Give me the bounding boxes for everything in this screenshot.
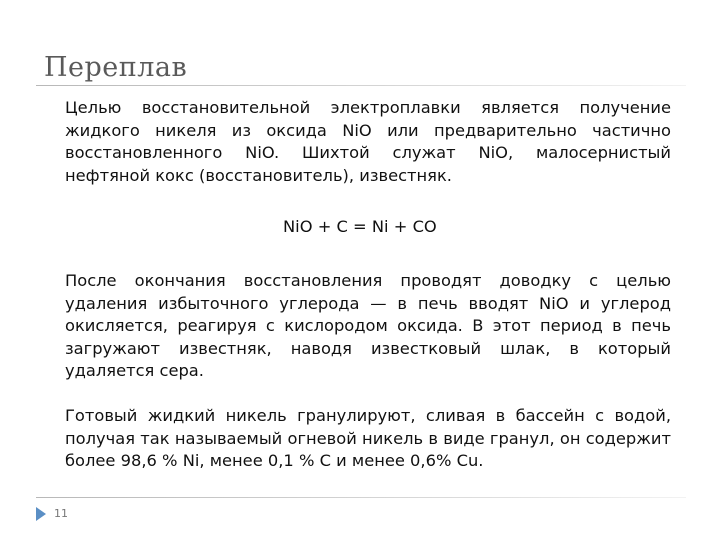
- slide-title: Переплав: [44, 52, 188, 83]
- paragraph-granulation: Готовый жидкий никель гранулируют, сливая в бассейн с водой, получая так называемый огневой никель в виде гранул, он содержит более 98,6 % Ni, менее 0,1 % C и менее 0,6% Cu.: [65, 406, 671, 470]
- footer-divider: [36, 497, 686, 498]
- reaction-equation: NiO + C = Ni + CO: [283, 217, 437, 236]
- page-number: 11: [54, 507, 68, 520]
- paragraph-intro: Целью восстановительной электроплавки является получение жидкого никеля из оксида NiO или предварительно частично восстановленного NiO. Шихтой служат NiO, малосернистый нефтяной кокс (восстановитель), известняк.: [65, 98, 671, 185]
- paragraph-refining: После окончания восстановления проводят доводку с целью удаления избыточного углерода — в печь вводят NiO и углерод окисляется, реагируя с кислородом оксида. В этот период в печь загружают известняк, наводя известковый шлак, в который удаляется сера.: [65, 271, 671, 380]
- triangle-arrow-icon: [36, 507, 46, 521]
- title-divider: [36, 85, 686, 86]
